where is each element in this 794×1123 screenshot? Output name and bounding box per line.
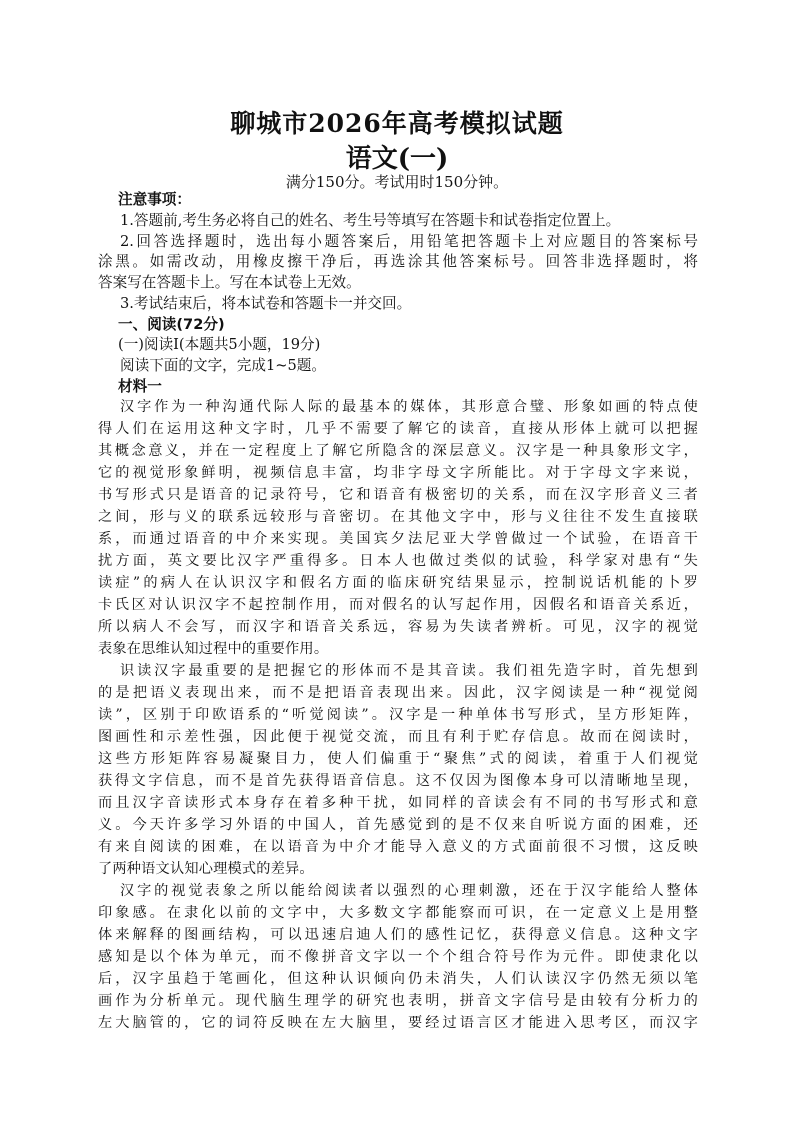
passage-line: 的是把语义表现出来，而不是把语音表现出来。因此，汉字阅读是一种“视觉阅 [98,685,698,701]
passage-line: 感知是以个体为单元，而不像拼音文字以一个个组合符号作为元件。即使隶化以 [98,949,698,965]
notice-heading: 注意事项： [118,191,191,208]
passage-line: 印象感。在隶化以前的文字中，大多数文字都能察而可识，在一定意义上是用整 [98,905,698,921]
passage-line: 汉字的视觉表象之所以能给阅读者以强烈的心理刺激，还在于汉字能给人整体 [120,883,698,899]
passage-line: 之间，形与义的联系远较形与音密切。在其他文字中，形与义往往不发生直接联 [98,509,698,525]
score-time-note: 满分150分。考试用时150分钟。 [285,173,509,191]
passage-line: 所以病人不会写，而汉字和语音关系远，容易为失读者辨析。可见，汉字的视觉 [98,619,698,635]
passage-line: 卡氏区对认识汉字不起控制作用，而对假名的认写起作用，因假名和语音关系近， [98,597,698,613]
notice-line: 答案写在答题卡上。写在本试卷上无效。 [98,274,361,291]
passage-line: 这些方形矩阵容易凝聚目力，使人们偏重于“聚焦”式的阅读，着重于人们视觉 [98,751,698,767]
notice-line: 1.答题前,考生务必将自己的姓名、考生号等填写在答题卡和试卷指定位置上。 [120,212,621,229]
passage-line: 系，而通过语音的中介来实现。美国宾夕法尼亚大学曾做过一个试验，在语音干 [98,531,698,547]
exam-title: 聊城市2026年高考模拟试题 [230,109,564,138]
passage-line: 了两种语文认知心理模式的差异。 [98,861,314,877]
passage-line: 得人们在运用这种文字时，几乎不需要了解它的读音，直接从形体上就可以把握 [98,421,698,437]
passage-line: 识读汉字最重要的是把握它的形体而不是其音读。我们祖先造字时，首先想到 [120,663,698,679]
notice-line: 涂黑。如需改动，用橡皮擦干净后，再选涂其他答案标号。回答非选择题时，将 [98,253,698,270]
passage-line: 左大脑管的，它的词符反映在左大脑里，要经过语言区才能进入思考区，而汉字 [98,1015,698,1031]
passage-line: 义。今天许多学习外语的中国人，首先感觉到的是不仅来自听说方面的困难，还 [98,817,698,833]
passage-line: 读”，区别于印欧语系的“听觉阅读”。汉字是一种单体书写形式，呈方形矩阵， [98,707,698,723]
passage-line: 画作为分析单元。现代脑生理学的研究也表明，拼音文字信号是由较有分析力的 [98,993,698,1009]
notice-line: 2.回答选择题时，选出每小题答案后，用铅笔把答题卡上对应题目的答案标号 [120,233,698,250]
passage-line: 获得文字信息，而不是首先获得语音信息。这不仅因为图像本身可以清晰地呈现， [98,773,698,789]
passage-line: 后，汉字虽趋于笔画化，但这种认识倾向仍未消失，人们认读汉字仍然无须以笔 [98,971,698,987]
material-label: 材料一 [118,378,162,395]
section-heading: 一、阅读(72分) [118,316,225,333]
passage-line: 汉字作为一种沟通代际人际的最基本的媒体，其形意合璧、形象如画的特点使 [120,399,698,415]
passage-line: 扰方面，英文要比汉字严重得多。日本人也做过类似的试验，科学家对患有“失 [98,553,698,569]
subsection-heading: (一)阅读Ⅰ(本题共5小题，19分) [118,336,321,353]
passage-line: 图画性和示差性强，因此便于视觉交流，而且有利于贮存信息。故而在阅读时， [98,729,698,745]
subject-title: 语文(一) [345,144,449,174]
passage-line: 其概念意义，并在一定程度上了解它所隐含的深层意义。汉字是一种具象形文字， [98,443,698,459]
notice-line: 3.考试结束后，将本试卷和答题卡一并交回。 [120,295,412,312]
reading-instruction: 阅读下面的文字，完成1~5题。 [120,357,326,374]
passage-line: 书写形式只是语音的记录符号，它和语音有极密切的关系，而在汉字形音义三者 [98,487,698,503]
passage-line: 有来自阅读的困难，在以语音为中介才能导入意义的方式面前很不习惯，这反映 [98,839,698,855]
passage-line: 体来解释的图画结构，可以迅速启迪人们的感性记忆，获得意义信息。这种文字 [98,927,698,943]
passage-line: 表象在思维认知过程中的重要作用。 [98,641,329,657]
passage-line: 读症”的病人在认识汉字和假名方面的临床研究结果显示，控制说话机能的卜罗 [98,575,698,591]
passage-line: 它的视觉形象鲜明，视频信息丰富，均非字母文字所能比。对于字母文字来说， [98,465,698,481]
passage-line: 而且汉字音读形式本身存在着多种干扰，如同样的音读会有不同的书写形式和意 [98,795,698,811]
